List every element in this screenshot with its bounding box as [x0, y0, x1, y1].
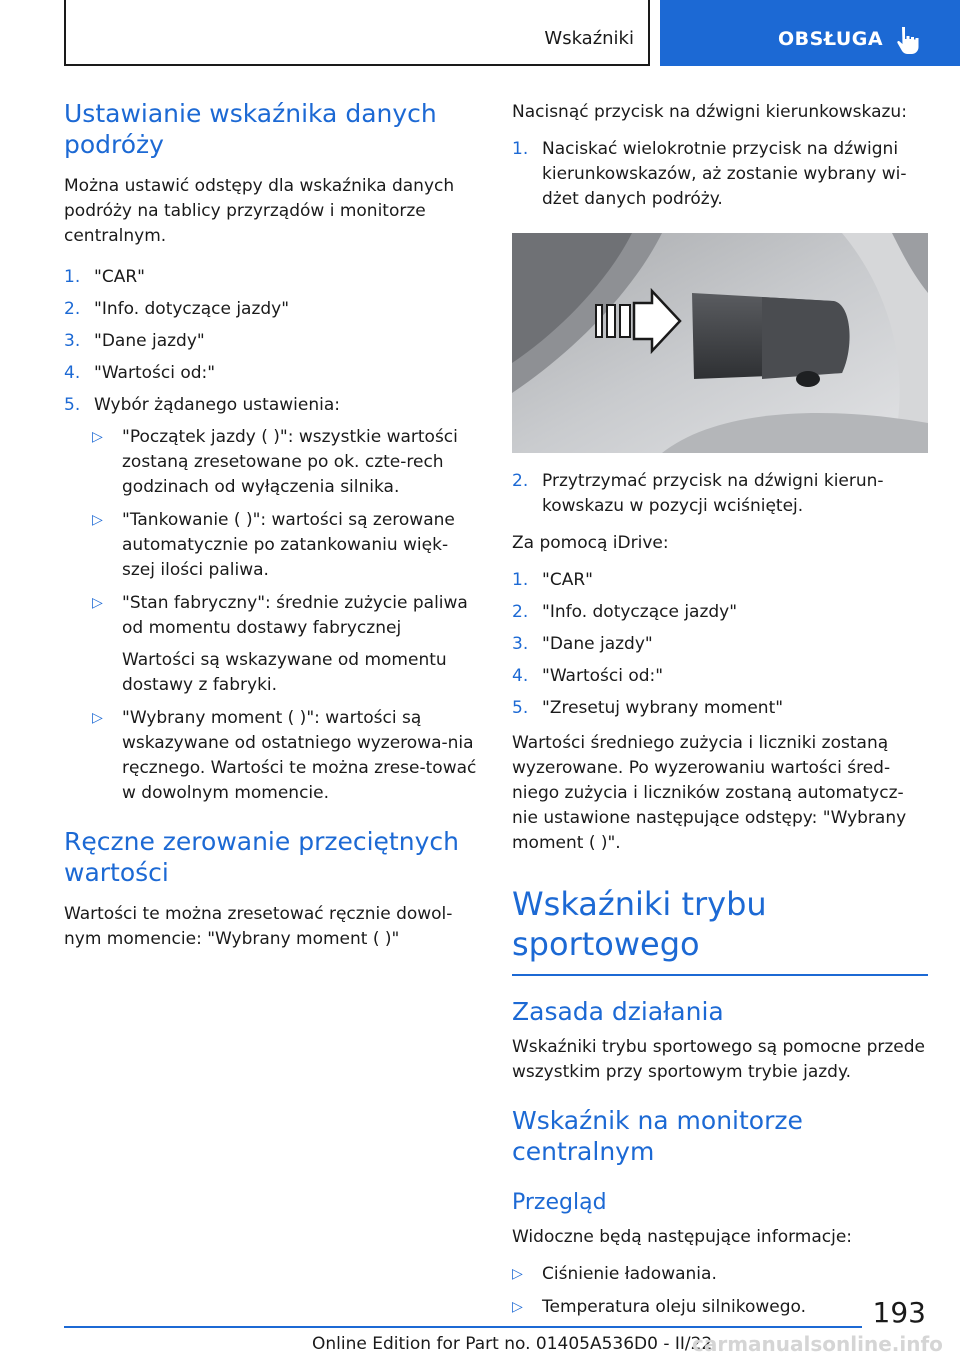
overview-lead: Widoczne będą następujące informacje: [512, 1227, 853, 1247]
list-item [64, 393, 480, 418]
overview-item-text: Ciśnienie ładowania. [542, 1264, 717, 1284]
heading-principle: Zasada działania [512, 997, 724, 1026]
triangle-bullet-icon: ▷ [512, 1299, 523, 1315]
watermark-text: carmanualsonline.info [692, 1332, 943, 1356]
settings-steps [64, 265, 480, 418]
step-text: Przytrzymać przycisk na dźwigni kierun‐kowskazu w pozycji wciśniętej. [542, 471, 884, 516]
heading-central-monitor: Wskaźnik na monitorze centralnym [512, 1106, 803, 1166]
step-number: 4. [512, 666, 529, 686]
right-column [512, 98, 928, 1320]
after-reset-text: Wartości średniego zużycia i liczniki zostaną wyzerowane. Po wyzerowaniu wartości śred‐niego zużycia i liczników zostaną automatycz‐nie ustawione następujące odstępy: "Wybrany moment ( )". [512, 733, 907, 853]
step-text: "CAR" [542, 570, 593, 590]
step-text: "Wartości od:" [94, 363, 216, 383]
list-item [512, 137, 928, 212]
step-text: Wybór żądanego ustawienia: [94, 395, 340, 415]
hand-pointer-icon [892, 24, 924, 56]
reset-text: Wartości te można zresetować ręcznie dowol‐nym momencie: "Wybrany moment ( )" [64, 904, 453, 949]
list-item [512, 664, 928, 689]
option-text: "Wybrany moment ( )": wartości są wskazywane od ostatniego wyzerowa‐nia ręcznego. Wartości te można zrese‐tować w dowolnym momencie. [122, 708, 477, 803]
step-text: "Info. dotyczące jazdy" [542, 602, 738, 622]
step-number: 5. [512, 698, 529, 718]
idrive-steps [512, 568, 928, 721]
step-number: 1. [512, 570, 529, 590]
step-number: 4. [64, 363, 81, 383]
heading-overview: Przegląd [512, 1190, 607, 1215]
option-text: "Stan fabryczny": średnie zużycie paliwa od momentu dostawy fabrycznej [122, 593, 468, 638]
page-number: 193 [872, 1296, 926, 1329]
step-number: 5. [64, 395, 81, 415]
overview-item-text: Temperatura oleju silnikowego. [542, 1297, 807, 1317]
intro-text: Można ustawić odstępy dla wskaźnika danych podróży na tablicy przyrządów i monitorze centralnym. [64, 176, 455, 246]
overview-list [512, 1262, 928, 1320]
list-item [64, 329, 480, 354]
lever-illustration [512, 233, 928, 453]
list-item [64, 508, 480, 583]
list-item [512, 1262, 928, 1287]
step-number: 3. [64, 331, 81, 351]
turn-signal-lever-photo [512, 233, 928, 453]
triangle-bullet-icon: ▷ [512, 1266, 523, 1282]
list-item [64, 591, 480, 641]
header-chapter-box [660, 0, 960, 66]
footer-rule [64, 1326, 862, 1328]
step-text: "Zresetuj wybrany moment" [542, 698, 784, 718]
step-number: 2. [64, 299, 81, 319]
triangle-bullet-icon: ▷ [92, 512, 103, 528]
edition-text: Online Edition for Part no. 01405A536D0 - II/22 [312, 1334, 713, 1354]
step-number: 2. [512, 602, 529, 622]
triangle-bullet-icon: ▷ [92, 429, 103, 445]
step-text: "Info. dotyczące jazdy" [94, 299, 290, 319]
heading-trip-data-setting: Ustawianie wskaźnika danych podróży [64, 99, 437, 159]
list-item [512, 469, 928, 519]
section-title: Wskaźniki [544, 28, 634, 49]
triangle-bullet-icon: ▷ [92, 595, 103, 611]
list-item [512, 600, 928, 625]
step-text: Naciskać wielokrotnie przycisk na dźwigni kierunkowskazów, aż zostanie wybrany wi‐dżet danych podróży. [542, 139, 907, 209]
list-item [512, 568, 928, 593]
list-item [64, 265, 480, 290]
left-column [64, 98, 480, 952]
step-text: "Dane jazdy" [542, 634, 653, 654]
step-number: 2. [512, 471, 529, 491]
chapter-title: OBSŁUGA [778, 28, 884, 50]
principle-text: Wskaźniki trybu sportowego są pomocne przede wszystkim przy sportowym trybie jazdy. [512, 1037, 925, 1082]
list-item [512, 632, 928, 657]
idrive-lead: Za pomocą iDrive: [512, 533, 669, 553]
option-text: "Początek jazdy ( )": wszystkie wartości zostaną zresetowane po ok. czte‐rech godzinach od wyłączenia silnika. [122, 427, 458, 497]
option-text: "Tankowanie ( )": wartości są zerowane automatycznie po zatankowaniu więk‐szej ilości paliwa. [122, 510, 455, 580]
step-text: "Dane jazdy" [94, 331, 205, 351]
setting-options [64, 425, 480, 806]
heading-manual-reset: Ręczne zerowanie przeciętnych wartości [64, 827, 459, 887]
step-number: 1. [64, 267, 81, 287]
option-note: Wartości są wskazywane od momentu dostawy z fabryki. [122, 650, 447, 695]
step-text: "CAR" [94, 267, 145, 287]
step-number: 3. [512, 634, 529, 654]
list-item [512, 696, 928, 721]
list-item [64, 706, 480, 806]
step-number: 1. [512, 139, 529, 159]
triangle-bullet-icon: ▷ [92, 710, 103, 726]
header-section-box [64, 0, 650, 66]
list-item [64, 297, 480, 322]
heading-rule [512, 974, 928, 976]
heading-sport-displays: Wskaźniki trybu sportowego [512, 885, 767, 963]
step-text: "Wartości od:" [542, 666, 664, 686]
list-item [64, 425, 480, 500]
lead-text: Nacisnąć przycisk na dźwigni kierunkowskazu: [512, 102, 907, 122]
list-item [512, 1295, 928, 1320]
list-item [64, 361, 480, 386]
